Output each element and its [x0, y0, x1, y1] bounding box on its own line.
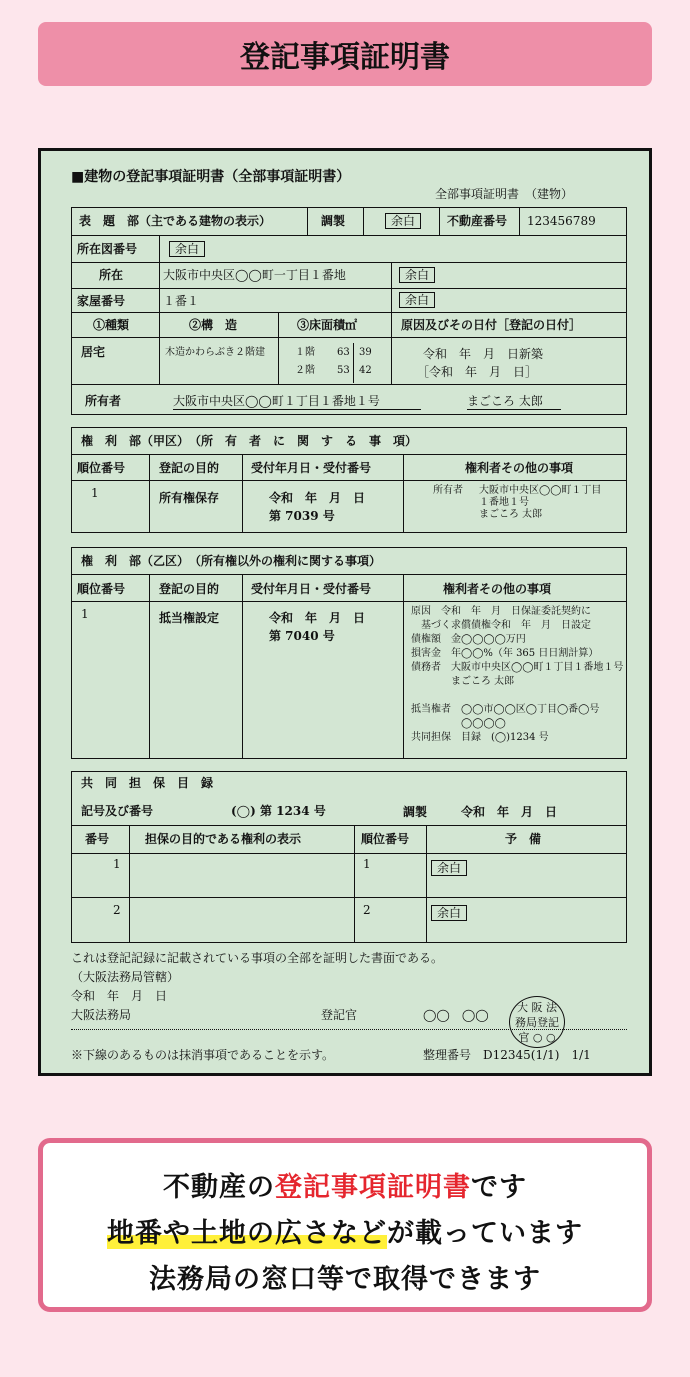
otsu-purpose: 抵当権設定	[159, 611, 220, 625]
caption-box	[38, 1138, 652, 1312]
ko-date: 令和 年 月 日	[269, 491, 366, 505]
yohaku-box: 余白	[385, 213, 421, 229]
caption-text: 不動産の	[163, 1172, 275, 1203]
registrar-name: ◯◯ ◯◯	[423, 1008, 489, 1022]
ko-purpose: 所有権保存	[159, 491, 220, 505]
kyodo-col-target: 担保の目的である権利の表示	[145, 832, 302, 846]
yohaku-box: 余白	[399, 267, 435, 283]
kyodo-col-no: 番号	[85, 832, 110, 846]
col-yukamenseki: ③床面積㎡	[297, 318, 358, 332]
owner-name: まごころ 太郎	[467, 394, 543, 408]
kaoku-label: 家屋番号	[77, 294, 126, 308]
caption-highlight: 地番や土地の広さなど	[107, 1218, 387, 1249]
otsu-line: ◯◯◯◯	[411, 718, 506, 729]
seiri-number: 整理番号 D12345(1/1) 1/1	[423, 1048, 591, 1062]
kyodo-row-rank: 1	[363, 857, 371, 871]
otsu-line: 共同担保 目録 (◯)1234 号	[411, 732, 549, 743]
otsu-number: 第 7040 号	[269, 629, 335, 643]
seal-line: 大 阪 法	[517, 1001, 557, 1014]
otsu-col-purpose: 登記の目的	[159, 582, 220, 596]
kyodo-row-no: 2	[113, 903, 121, 917]
otsu-line: 債務者 大阪市中央区◯◯町１丁目１番地１号	[411, 662, 624, 673]
caption-emphasis: 登記事項証明書	[275, 1172, 471, 1203]
genin-line1: 令和 年 月 日新築	[423, 347, 544, 361]
yohaku-box: 余白	[399, 292, 435, 308]
doc-heading: ■建物の登記事項証明書（全部事項証明書）	[71, 169, 351, 185]
kankatsu: （大阪法務局管轄）	[71, 970, 180, 984]
chosei-label: 調製	[321, 214, 346, 228]
caption-line1	[43, 1165, 647, 1211]
kyodo-title: 共 同 担 保 目 録	[81, 776, 214, 790]
otsu-col-rank: 順位番号	[77, 582, 126, 596]
yohaku-box: 余白	[169, 241, 205, 257]
certificate-document	[38, 148, 652, 1076]
floor1-decimal: 39	[359, 347, 372, 358]
kigo-label: 記号及び番号	[81, 804, 154, 818]
otsu-line: 抵当権者 ◯◯市◯◯区◯丁目◯番◯号	[411, 704, 600, 715]
shurui-value: 居宅	[81, 345, 106, 359]
floor1-area: 63	[337, 347, 350, 358]
otsu-line: 基づく求償債権令和 年 月 日設定	[411, 620, 591, 631]
seal-line: 官 ○ ○	[518, 1031, 556, 1044]
ko-owner-label: 所有者	[433, 485, 463, 496]
otsu-title: 権 利 部（乙区） （所有権以外の権利に関する事項）	[81, 554, 382, 568]
kigo-value: (◯) 第 1234 号	[231, 804, 326, 818]
col-shurui: ①種類	[93, 318, 130, 332]
otsu-col-date: 受付年月日・受付番号	[251, 582, 372, 596]
ko-number: 第 7039 号	[269, 509, 335, 523]
floor1-label: １階	[295, 347, 315, 358]
otsu-rank: 1	[81, 607, 89, 621]
office-name: 大阪法務局	[71, 1008, 132, 1022]
shozai-value: 大阪市中央区◯◯町一丁目１番地	[163, 268, 346, 282]
kaoku-value: １番１	[163, 294, 200, 308]
ko-rank: 1	[91, 486, 99, 500]
kyodo-col-rank: 順位番号	[361, 832, 410, 846]
footer-date: 令和 年 月 日	[71, 989, 168, 1003]
certification-text: これは登記記録に記載されている事項の全部を証明した書面である。	[71, 951, 444, 965]
owner-address: 大阪市中央区◯◯町１丁目１番地１号	[173, 394, 380, 408]
ko-owner-line2: １番地１号	[479, 497, 529, 508]
shozai-zu-label: 所在図番号	[77, 242, 138, 256]
yohaku-box: 余白	[431, 905, 467, 921]
kyodo-chosei-value: 令和 年 月 日	[461, 805, 558, 819]
seal-line: 務局登記	[515, 1016, 559, 1029]
otsu-line: 債権額 金◯◯◯◯万円	[411, 634, 526, 645]
ko-col-purpose: 登記の目的	[159, 461, 220, 475]
floor2-area: 53	[337, 365, 350, 376]
ko-col-date: 受付年月日・受付番号	[251, 461, 372, 475]
otsu-line: 原因 令和 年 月 日保証委託契約に	[411, 606, 591, 617]
kyodo-section	[71, 771, 627, 943]
caption-text: です	[471, 1172, 527, 1203]
floor2-decimal: 42	[359, 365, 372, 376]
kyodo-row-no: 1	[113, 857, 121, 871]
otsu-line: 損害金 年◯◯%（年 365 日日割計算）	[411, 648, 599, 659]
caption-line2	[43, 1211, 647, 1257]
kyodo-row-rank: 2	[363, 903, 371, 917]
yohaku-box: 余白	[431, 860, 467, 876]
doc-subheading: 全部事項証明書 （建物）	[435, 187, 574, 201]
owner-label: 所有者	[85, 394, 122, 408]
hyodai-label: 表 題 部（主である建物の表示）	[79, 214, 272, 228]
otsu-date: 令和 年 月 日	[269, 611, 366, 625]
footer-note: ※下線のあるものは抹消事項であることを示す。	[71, 1048, 335, 1062]
otsu-line: まごころ 太郎	[411, 676, 515, 687]
col-genin: 原因及びその日付［登記の日付］	[401, 318, 582, 332]
otsu-col-rights: 権利者その他の事項	[443, 582, 552, 596]
kyodo-chosei-label: 調製	[403, 805, 428, 819]
ko-col-rights: 権利者その他の事項	[465, 461, 574, 475]
floor2-label: ２階	[295, 365, 315, 376]
ko-owner-line1: 大阪市中央区◯◯町１丁目	[479, 485, 602, 496]
caption-line3: 法務局の窓口等で取得できます	[149, 1264, 541, 1295]
page-title-banner	[38, 22, 652, 86]
registrar-label: 登記官	[321, 1008, 358, 1022]
kozo-value: 木造かわらぶき２階建	[165, 347, 265, 358]
col-kozo: ②構 造	[189, 318, 238, 332]
ko-title: 権 利 部（甲区） （所 有 者 に 関 す る 事 項）	[81, 434, 418, 448]
ko-owner-line3: まごころ 太郎	[479, 509, 543, 520]
ko-col-rank: 順位番号	[77, 461, 126, 475]
official-seal	[509, 996, 565, 1048]
page-title: 登記事項証明書	[240, 40, 450, 75]
kyodo-col-yobi: 予 備	[505, 832, 542, 846]
genin-line2: ［令和 年 月 日］	[417, 365, 538, 379]
caption-text: が載っています	[387, 1218, 583, 1249]
fudosan-label: 不動産番号	[447, 214, 508, 228]
fudosan-value: 123456789	[527, 214, 596, 228]
shozai-label: 所在	[99, 268, 124, 282]
